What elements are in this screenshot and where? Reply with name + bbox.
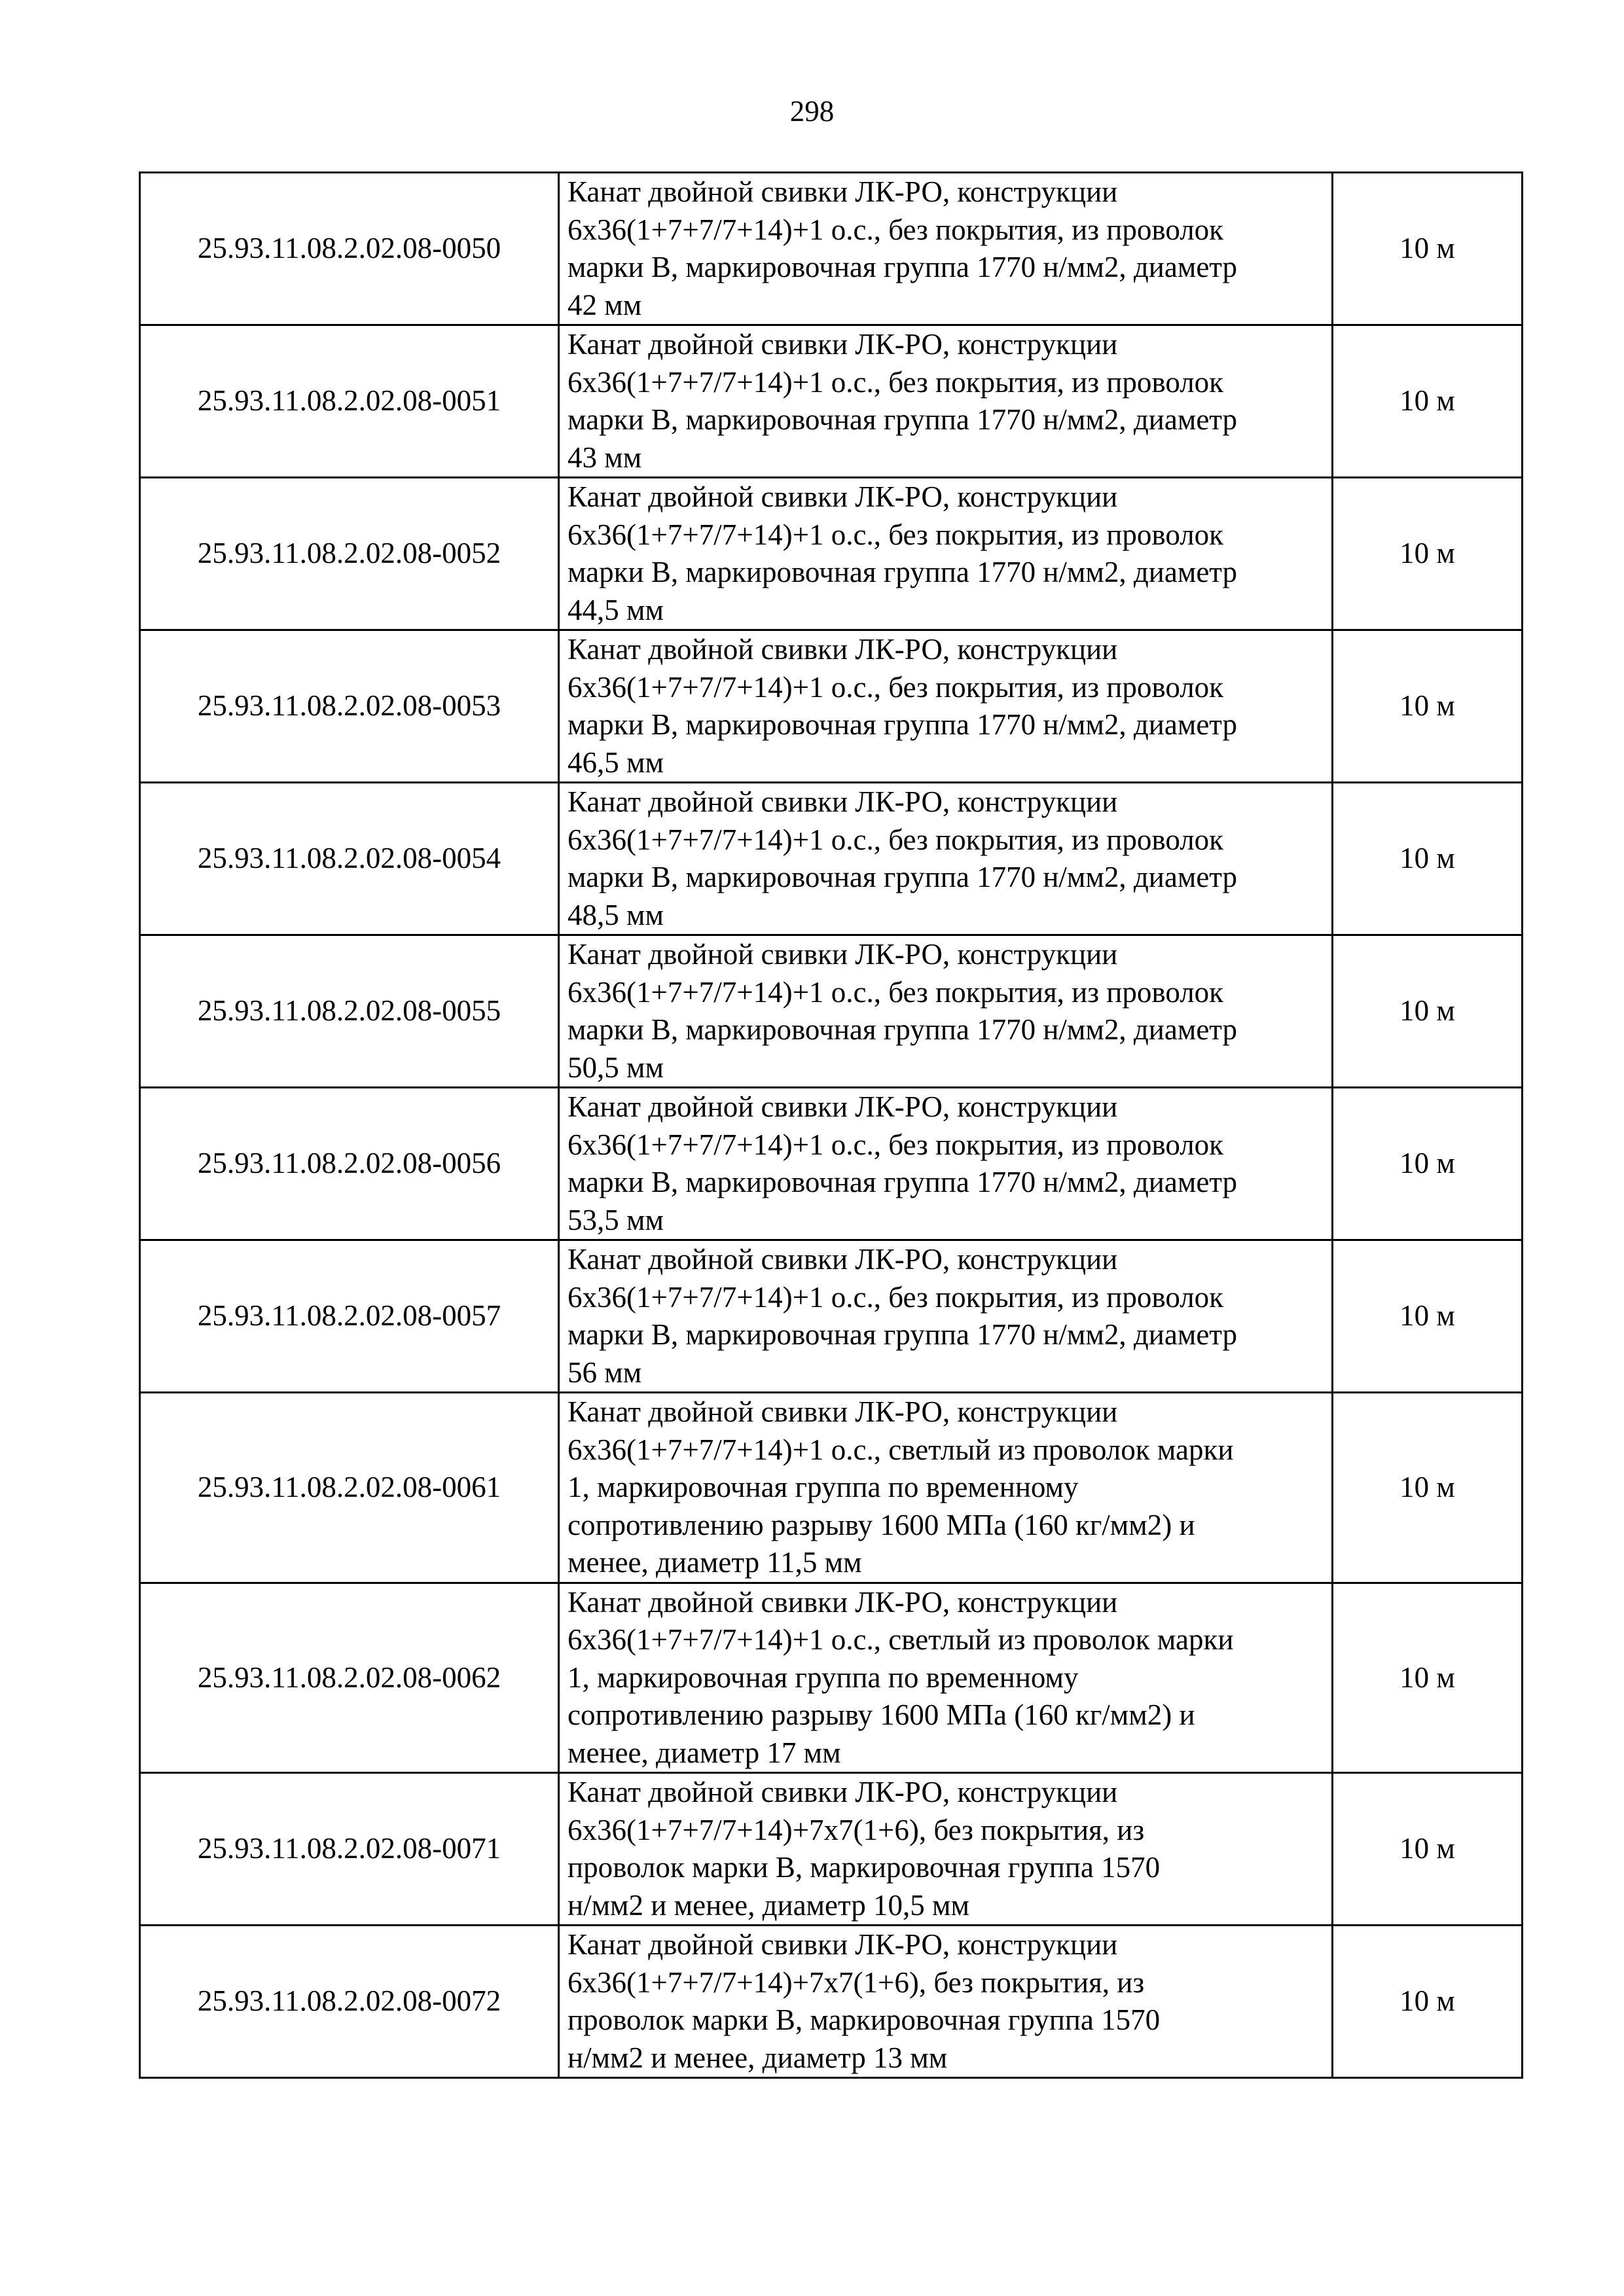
description-line: н/мм2 и менее, диаметр 13 мм (568, 2041, 948, 2074)
table-row (140, 935, 1523, 1088)
description-line: марки В, маркировочная группа 1770 н/мм2, диаметр (568, 861, 1238, 893)
description-line: 6х36(1+7+7/7+14)+1 о.с., светлый из проволок марки (568, 1433, 1234, 1466)
item-unit: 10 м (1333, 173, 1523, 325)
table-row (140, 1583, 1523, 1773)
item-unit: 10 м (1333, 1773, 1523, 1926)
item-description (559, 1393, 1333, 1583)
description-line: сопротивлению разрыву 1600 МПа (160 кг/мм2) и (568, 1698, 1195, 1731)
description-line: Канат двойной свивки ЛК-РО, конструкции (568, 1776, 1118, 1808)
description-line: 6х36(1+7+7/7+14)+7х7(1+6), без покрытия, из (568, 1965, 1145, 1999)
description-line: Канат двойной свивки ЛК-РО, конструкции (568, 1243, 1118, 1276)
description-line: марки В, маркировочная группа 1770 н/мм2, диаметр (568, 1013, 1238, 1046)
item-unit: 10 м (1333, 1088, 1523, 1240)
description-line: проволок марки В, маркировочная группа 1570 (568, 2003, 1161, 2036)
table-row (140, 478, 1523, 630)
item-description (559, 1583, 1333, 1773)
item-unit: 10 м (1333, 1583, 1523, 1773)
description-line: 48,5 мм (568, 898, 664, 931)
description-line: Канат двойной свивки ЛК-РО, конструкции (568, 785, 1118, 818)
description-line: Канат двойной свивки ЛК-РО, конструкции (568, 328, 1118, 361)
item-unit: 10 м (1333, 1926, 1523, 2078)
description-line: Канат двойной свивки ЛК-РО, конструкции (568, 938, 1118, 971)
description-line: сопротивлению разрыву 1600 МПа (160 кг/мм2) и (568, 1508, 1195, 1541)
page-number: 298 (789, 95, 835, 128)
item-description (559, 478, 1333, 630)
description-line: 6х36(1+7+7/7+14)+1 о.с., без покрытия, из проволок (568, 213, 1224, 246)
item-code: 25.93.11.08.2.02.08-0054 (140, 783, 559, 935)
item-description (559, 783, 1333, 935)
item-code: 25.93.11.08.2.02.08-0061 (140, 1393, 559, 1583)
description-line: марки В, маркировочная группа 1770 н/мм2, диаметр (568, 556, 1238, 588)
table-row (140, 1088, 1523, 1240)
item-unit: 10 м (1333, 325, 1523, 478)
specification-table-body (140, 173, 1523, 2078)
item-code: 25.93.11.08.2.02.08-0050 (140, 173, 559, 325)
item-code: 25.93.11.08.2.02.08-0072 (140, 1926, 559, 2078)
item-code: 25.93.11.08.2.02.08-0055 (140, 935, 559, 1088)
item-code: 25.93.11.08.2.02.08-0057 (140, 1240, 559, 1393)
table-row (140, 1393, 1523, 1583)
description-line: 6х36(1+7+7/7+14)+1 о.с., без покрытия, из проволок (568, 670, 1224, 704)
description-line: 53,5 мм (568, 1203, 664, 1236)
item-code: 25.93.11.08.2.02.08-0062 (140, 1583, 559, 1773)
description-line: 1, маркировочная группа по временному (568, 1471, 1079, 1503)
description-line: 6х36(1+7+7/7+14)+1 о.с., без покрытия, из проволок (568, 365, 1224, 399)
description-line: 43 мм (568, 440, 642, 474)
item-code: 25.93.11.08.2.02.08-0056 (140, 1088, 559, 1240)
description-line: марки В, маркировочная группа 1770 н/мм2, диаметр (568, 403, 1238, 436)
table-row (140, 783, 1523, 935)
description-line: Канат двойной свивки ЛК-РО, конструкции (568, 1090, 1118, 1123)
item-unit: 10 м (1333, 783, 1523, 935)
item-unit: 10 м (1333, 1240, 1523, 1393)
description-line: Канат двойной свивки ЛК-РО, конструкции (568, 175, 1118, 208)
item-code: 25.93.11.08.2.02.08-0071 (140, 1773, 559, 1926)
description-line: 46,5 мм (568, 745, 664, 779)
table-row (140, 325, 1523, 478)
description-line: 6х36(1+7+7/7+14)+1 о.с., без покрытия, из проволок (568, 518, 1224, 551)
item-description (559, 630, 1333, 783)
item-description (559, 1240, 1333, 1393)
item-description (559, 1773, 1333, 1926)
description-line: 6х36(1+7+7/7+14)+1 о.с., без покрытия, из проволок (568, 1128, 1224, 1161)
table-row (140, 1773, 1523, 1926)
description-line: менее, диаметр 17 мм (568, 1736, 841, 1769)
description-line: Канат двойной свивки ЛК-РО, конструкции (568, 480, 1118, 513)
description-line: 42 мм (568, 288, 642, 321)
description-line: Канат двойной свивки ЛК-РО, конструкции (568, 1585, 1118, 1619)
specification-table (139, 171, 1523, 2079)
table-row (140, 630, 1523, 783)
item-description (559, 935, 1333, 1088)
description-line: 1, маркировочная группа по временному (568, 1660, 1079, 1694)
item-code: 25.93.11.08.2.02.08-0051 (140, 325, 559, 478)
description-line: Канат двойной свивки ЛК-РО, конструкции (568, 1928, 1118, 1961)
item-description (559, 173, 1333, 325)
item-code: 25.93.11.08.2.02.08-0053 (140, 630, 559, 783)
description-line: Канат двойной свивки ЛК-РО, конструкции (568, 633, 1118, 666)
description-line: марки В, маркировочная группа 1770 н/мм2, диаметр (568, 1166, 1238, 1198)
description-line: 6х36(1+7+7/7+14)+1 о.с., светлый из проволок марки (568, 1623, 1234, 1656)
item-unit: 10 м (1333, 478, 1523, 630)
item-description (559, 1088, 1333, 1240)
table-row (140, 1926, 1523, 2078)
description-line: 6х36(1+7+7/7+14)+1 о.с., без покрытия, из проволок (568, 823, 1224, 856)
item-unit: 10 м (1333, 935, 1523, 1088)
table-row (140, 1240, 1523, 1393)
description-line: марки В, маркировочная группа 1770 н/мм2, диаметр (568, 708, 1238, 741)
description-line: 6х36(1+7+7/7+14)+7х7(1+6), без покрытия, из (568, 1813, 1145, 1846)
description-line: н/мм2 и менее, диаметр 10,5 мм (568, 1888, 969, 1922)
item-code: 25.93.11.08.2.02.08-0052 (140, 478, 559, 630)
description-line: 6х36(1+7+7/7+14)+1 о.с., без покрытия, из проволок (568, 975, 1224, 1009)
description-line: 6х36(1+7+7/7+14)+1 о.с., без покрытия, из проволок (568, 1280, 1224, 1314)
description-line: Канат двойной свивки ЛК-РО, конструкции (568, 1395, 1118, 1428)
item-description (559, 1926, 1333, 2078)
item-unit: 10 м (1333, 630, 1523, 783)
table-row (140, 173, 1523, 325)
item-unit: 10 м (1333, 1393, 1523, 1583)
description-line: 50,5 мм (568, 1050, 664, 1084)
description-line: 44,5 мм (568, 593, 664, 626)
description-line: 56 мм (568, 1355, 642, 1389)
description-line: проволок марки В, маркировочная группа 1570 (568, 1851, 1161, 1884)
description-line: марки В, маркировочная группа 1770 н/мм2, диаметр (568, 251, 1238, 283)
description-line: марки В, маркировочная группа 1770 н/мм2, диаметр (568, 1318, 1238, 1351)
item-description (559, 325, 1333, 478)
description-line: менее, диаметр 11,5 мм (568, 1546, 862, 1579)
